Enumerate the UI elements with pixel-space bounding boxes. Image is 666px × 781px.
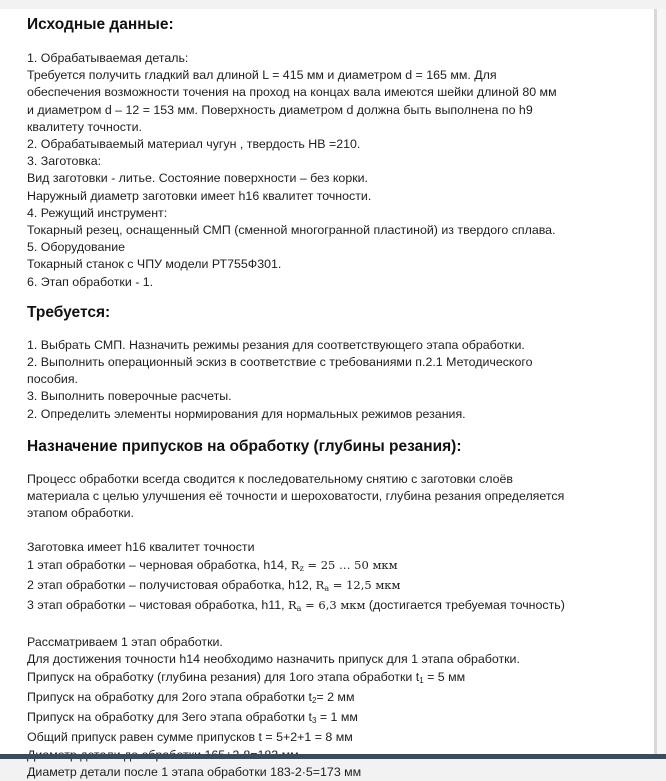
text-line: Общий припуск равен сумме припусков t = 5+2+1 = 8 мм — [27, 730, 353, 745]
heading-required: Требуется: — [27, 303, 111, 321]
document-page — [0, 9, 654, 779]
text-line: Наружный диаметр заготовки имеет h16 квалитет точности. — [27, 188, 372, 203]
text-line: 4. Режущий инструмент: — [27, 205, 168, 220]
text-line: 2. Выполнить операционный эскиз в соответствие с требованиями п.2.1 Методического — [27, 355, 533, 370]
window-bottom-edge — [0, 754, 666, 759]
text-line: 1. Обрабатываемая деталь: — [27, 51, 189, 65]
allowance-t1: Припуск на обработку (глубина резания) для 1ого этапа обработки $t_1 = 5$ мм — [27, 669, 466, 685]
text-line: 3. Заготовка: — [27, 154, 102, 169]
text-line: Вид заготовки - литье. Состояние поверхности – без корки. — [27, 171, 368, 186]
text-line: 5. Оборудование — [27, 240, 126, 255]
text-line: 2. Обрабатываемый материал чугун , твердость НВ =210. — [27, 137, 361, 152]
text-line: Диаметр детали после 1 этапа обработки 183-2·5=173 мм — [27, 764, 362, 779]
text-line: Требуется получить гладкий вал длиной L = 415 мм и диаметром d = 165 мм. Для — [27, 68, 497, 83]
allowance-t2: Припуск на обработку для 2ого этапа обработки $t_2= 2$ мм — [27, 689, 355, 705]
text-line: Рассматриваем 1 этап обработки. — [27, 635, 223, 650]
text-line: и диаметром d – 12 = 153 мм. Поверхность диаметром d должна быть выполнена по h9 — [27, 102, 533, 117]
text-line: квалитету точности. — [27, 119, 142, 134]
text-line: Токарный станок с ЧПУ модели РТ755Ф301. — [27, 257, 282, 272]
stage-line-1: 1 этап обработки – черновая обработка, h14, $R_z = 25$ … 50 мкм — [27, 557, 398, 573]
text-line: 2. Определить элементы нормирования для нормальных режимов резания. — [27, 406, 466, 421]
heading-initial-data: Исходные данные: — [27, 16, 174, 33]
text-line: 3. Выполнить поверочные расчеты. — [27, 389, 232, 404]
text-line: Токарный резец, оснащенный СМП (сменной многогранной пластиной) из твердого сплава. — [27, 223, 556, 238]
stage-line-3: 3 этап обработки – чистовая обработка, h11, $R_a = 6,3$ мкм (достигается требуемая точность) — [27, 598, 565, 614]
heading-allowances: Назначение припусков на обработку (глубины резания): — [27, 437, 462, 455]
text-line: Процесс обработки всегда сводится к последовательному снятию с заготовки слоёв — [27, 471, 513, 486]
roughness-symbol: $R_a = 12,5$ мкм — [315, 577, 401, 593]
text-line: этапом обработки. — [27, 506, 134, 521]
allowance-t3: Припуск на обработку для 3его этапа обработки $t_3 = 1$ мм — [27, 710, 358, 726]
text-line: 1. Выбрать СМП. Назначить режимы резания для соответствующего этапа обработки. — [27, 337, 525, 352]
roughness-symbol: $R_z = 25$ … 50 мкм — [290, 557, 398, 573]
text-line: материала с целью улучшения её точности и шероховатости, глубина резания определяется — [27, 489, 565, 504]
stage-line-2: 2 этап обработки – получистовая обработка, h12, $R_a = 12,5$ мкм — [27, 577, 401, 593]
text-line: Заготовка имеет h16 квалитет точности — [27, 540, 255, 555]
document-content — [27, 9, 647, 781]
roughness-symbol: $R_a = 6,3$ мкм — [288, 598, 366, 614]
text-line: обеспечения возможности точения на проход на концах вала имеются шейки длиной 80 мм — [27, 85, 557, 100]
text-line: 6. Этап обработки - 1. — [27, 274, 154, 289]
text-line: пособия. — [27, 372, 78, 387]
page-gutter — [657, 9, 666, 755]
text-line: Для достижения точности h14 необходимо назначить припуск для 1 этапа обработки. — [27, 652, 520, 667]
